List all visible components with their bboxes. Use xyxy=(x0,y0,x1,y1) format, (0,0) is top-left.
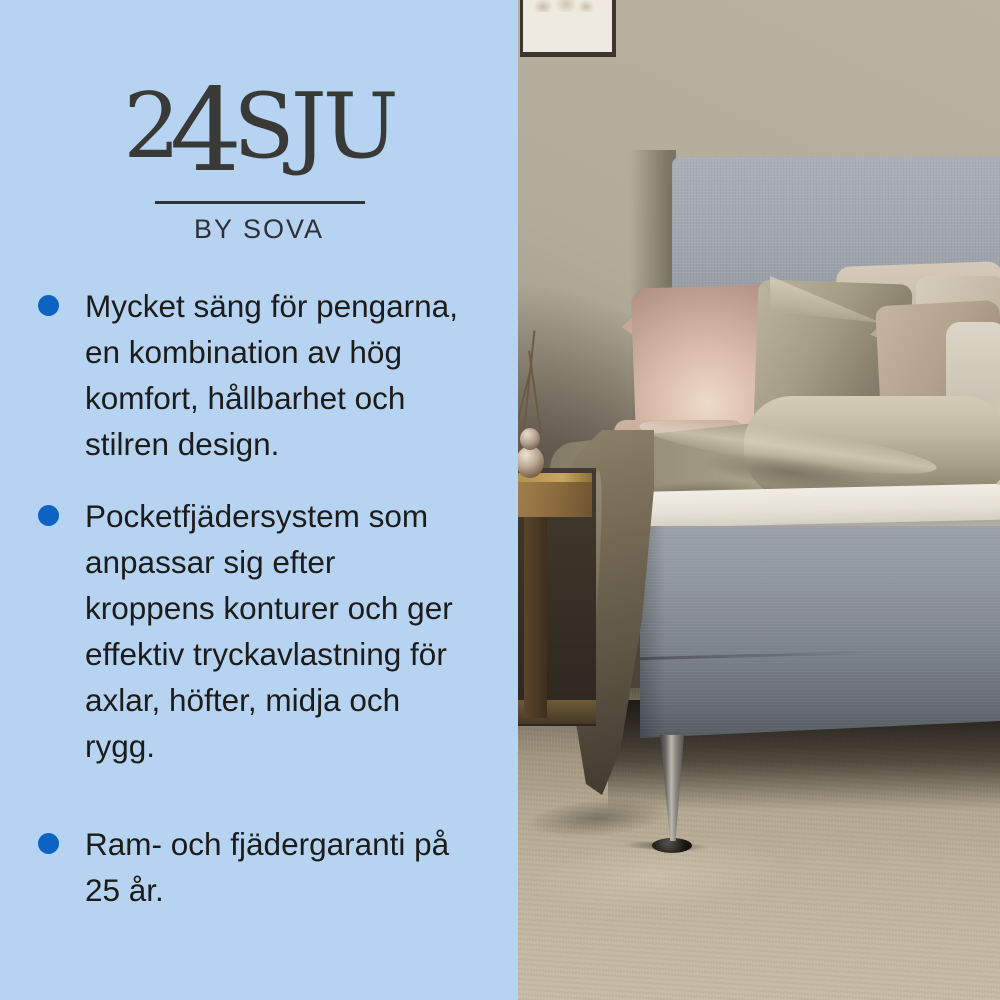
logo-char-2: 2 xyxy=(123,74,177,179)
brand-logo: 24SJU xyxy=(123,64,395,197)
benefit-text: Pocketfjädersystem som anpassar sig efter kroppens konturer och ger effektiv tryckavlastning för axlar, höfter, midja och rygg. xyxy=(85,498,453,764)
bed-base xyxy=(640,526,1000,738)
benefit-text: Ram- och fjädergaranti på 25 år. xyxy=(85,826,450,908)
nightstand-leg xyxy=(524,517,547,718)
benefit-item xyxy=(38,283,465,467)
brand-tagline: BY SOVA xyxy=(193,214,325,244)
benefit-item xyxy=(38,493,465,769)
benefit-text: Mycket säng för pengarna, en kombination av hög komfort, hållbarhet och stilren design. xyxy=(85,288,458,462)
logo-chars-sju: SJU xyxy=(233,74,395,179)
benefit-item xyxy=(38,821,465,913)
bullet-dot-icon xyxy=(38,833,59,854)
frame-art xyxy=(530,0,596,12)
picture-frame xyxy=(520,0,616,57)
bullet-dot-icon xyxy=(38,505,59,526)
bullet-dot-icon xyxy=(38,295,59,316)
bedroom-photo xyxy=(518,0,1000,1000)
logo-divider xyxy=(155,201,365,204)
vase xyxy=(520,428,540,450)
